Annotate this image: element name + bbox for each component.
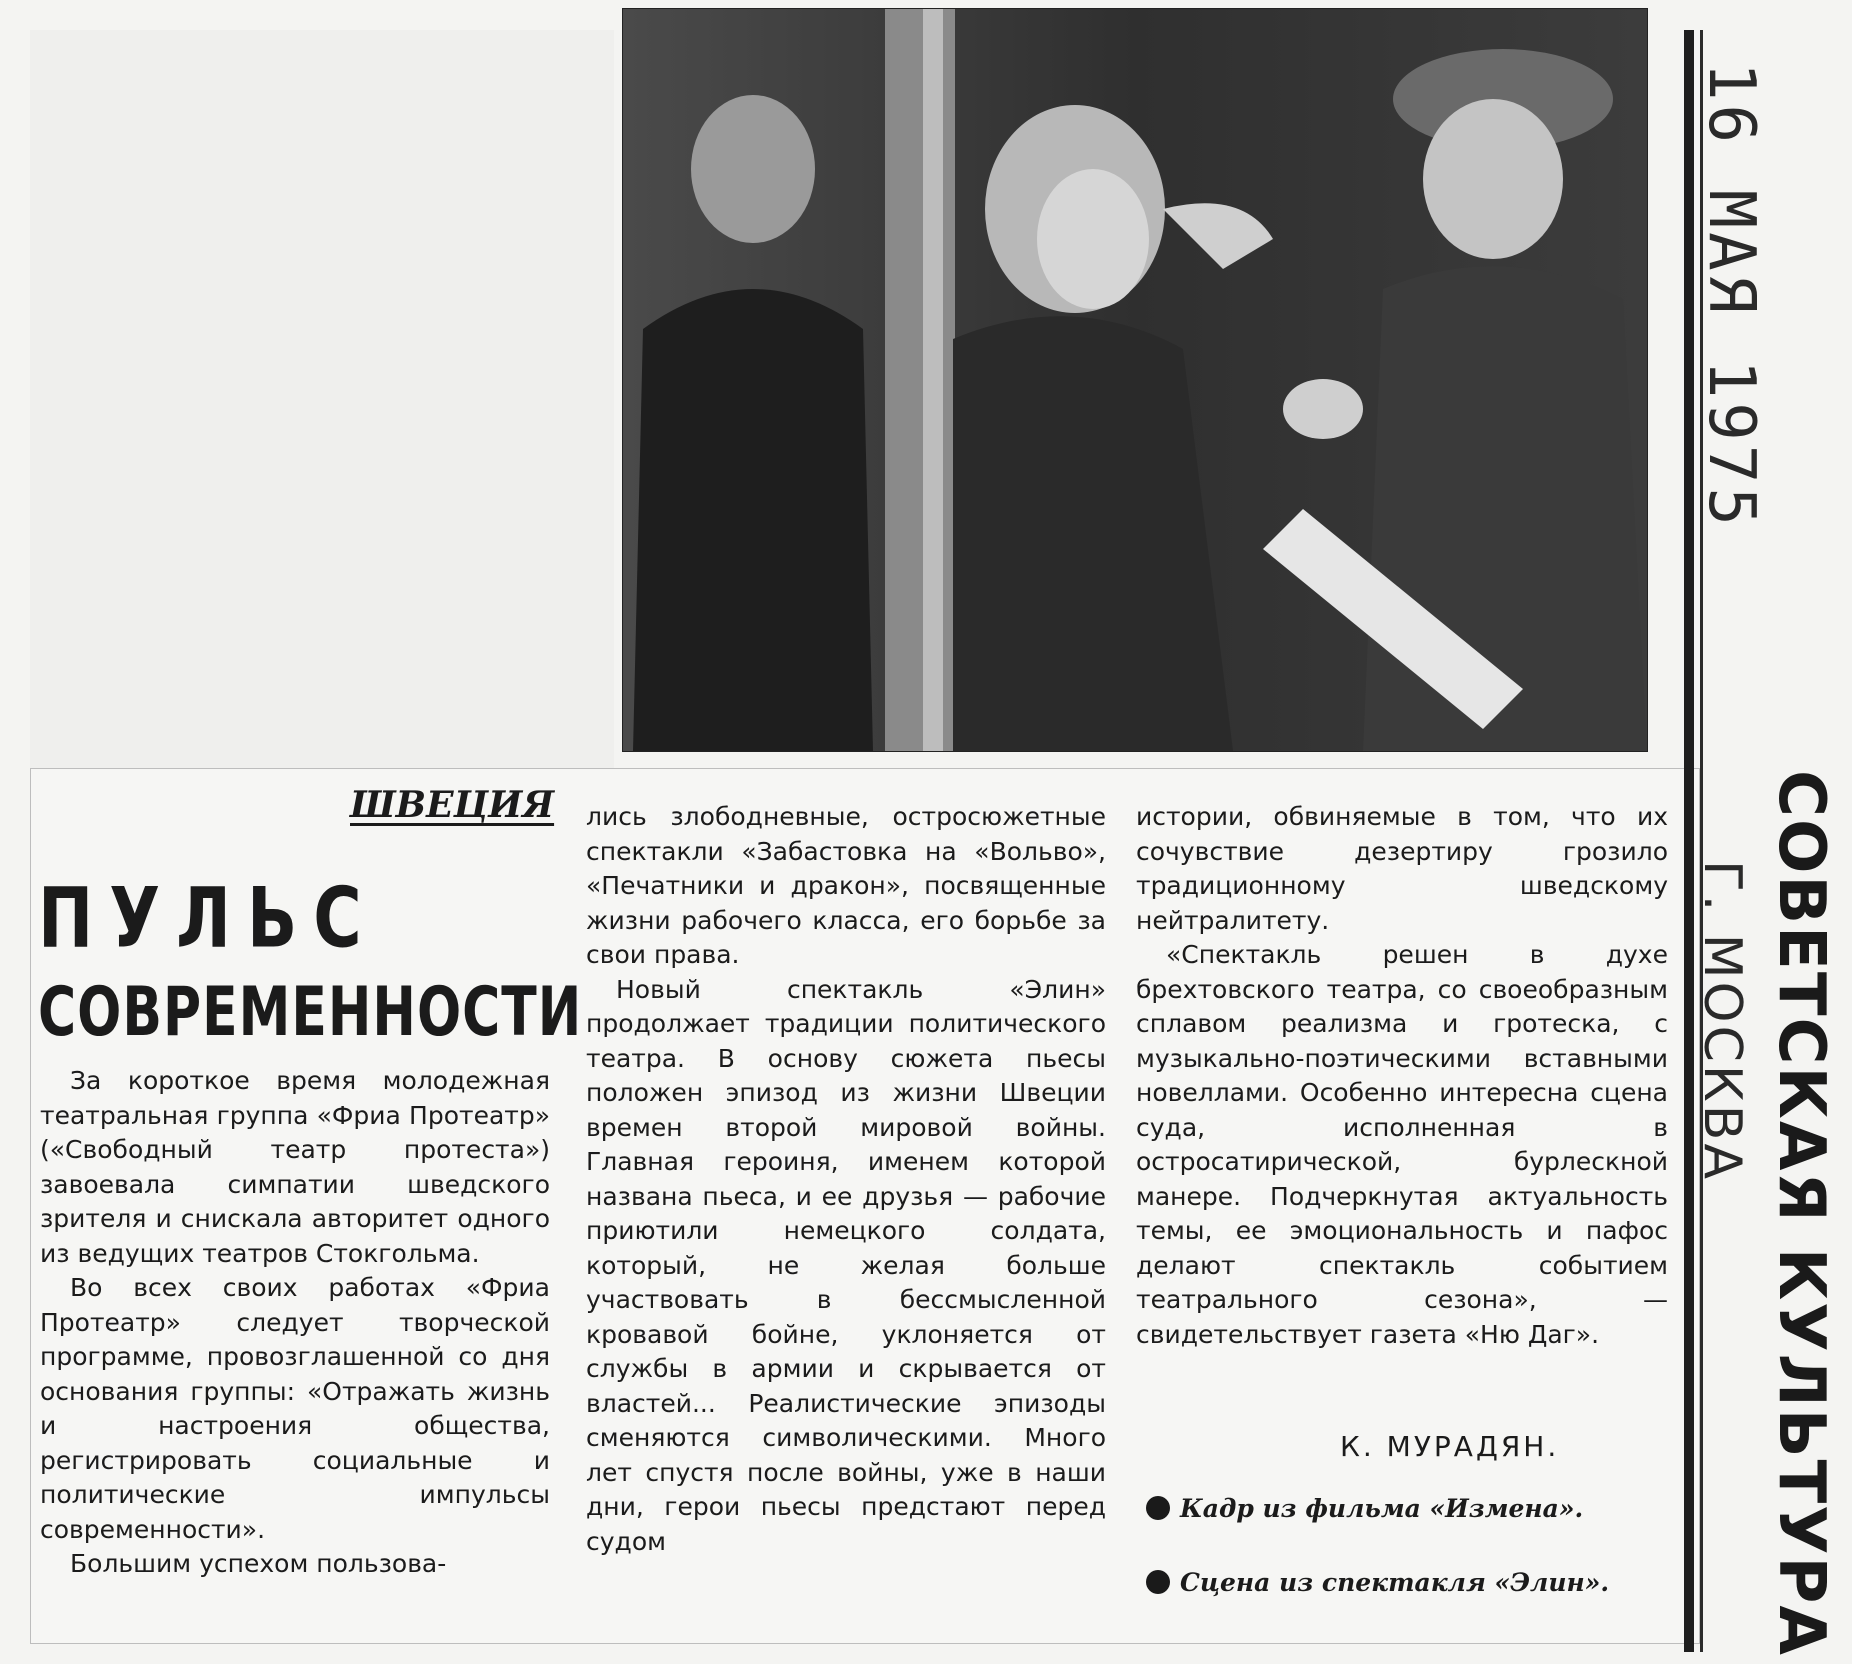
theatre-scene-photo (622, 8, 1648, 752)
paragraph: Во всех своих работах «Фриа Протеатр» следует творческой программе, провозглашенной со дня основания группы: «Отражать жизнь и настроения общества, регистрировать социальные и политические импульсы современности». (40, 1273, 550, 1544)
caption-text: Сцена из спектакля «Элин». (1180, 1568, 1610, 1597)
bullet-icon (1146, 1496, 1170, 1520)
paragraph: Новый спектакль «Элин» продолжает традиции политического театра. В основу сюжета пьесы положен эпизод из жизни Швеции времен второй мировой войны. Главная героиня, именем которой названа пьеса, и ее друзья — рабочие приютили немецкого солдата, который, не желая больше участвовать в бессмысленной кровавой бойне, уклоняется от службы в армии и скрывается от властей... Реалистические эпизоды сменяются символическими. Много лет спустя после войны, уже в наши дни, герои пьесы предстают перед судом (586, 974, 1106, 1556)
city-stamp: Г. МОСКВА (1692, 860, 1752, 1183)
article-column-1 (40, 1064, 550, 1582)
paragraph: «Спектакль решен в духе брехтовского театра, со своеобразным сплавом реализма и гротеска, с музыкально-поэтическими вставными новеллами. Особенно интересна сцена суда, исполненная в остросатирической, бурлескной манере. Подчеркнутая актуальность темы, ее эмоциональность и пафос делают спектакль событием театрального сезона», — свидетельствует газета «Ню Даг». (1136, 940, 1668, 1349)
newspaper-name-stamp: СОВЕТСКАЯ КУЛЬТУРА (1764, 770, 1838, 1657)
clipping-background (30, 30, 614, 770)
author-signature: К. МУРАДЯН. (1340, 1430, 1560, 1463)
paragraph: лись злободневные, остросюжетные спектакли «Забастовка на «Вольво», «Печатники и дракон», посвященные жизни рабочего класса, его борьбе за свои права. (586, 802, 1106, 969)
caption-text: Кадр из фильма «Измена». (1180, 1494, 1584, 1523)
headline-line-1: ПУЛЬС (38, 870, 378, 967)
paragraph: За короткое время молодежная театральная группа «Фриа Протеатр» («Свободный театр протеста») завоевала симпатии шведского зрителя и снискала авторитет одного из ведущих театров Стокгольма. (40, 1066, 550, 1268)
date-stamp: 16 МАЯ 1975 (1694, 62, 1768, 530)
headline-line-2: СОВРЕМЕННОСТИ (38, 974, 583, 1052)
bullet-icon (1146, 1570, 1170, 1594)
article-column-2 (586, 800, 1106, 1559)
paragraph: истории, обвиняемые в том, что их сочувствие дезертиру грозило традиционному шведскому нейтралитету. (1136, 802, 1668, 935)
photo-caption-2 (1146, 1566, 1666, 1600)
photo-illustration (623, 9, 1647, 751)
vertical-rule-thick (1684, 30, 1694, 1652)
rubric-country: ШВЕЦИЯ (350, 784, 555, 826)
paragraph: Большим успехом пользова- (70, 1549, 447, 1578)
photo-caption-1 (1146, 1492, 1666, 1526)
article-column-3 (1136, 800, 1668, 1352)
